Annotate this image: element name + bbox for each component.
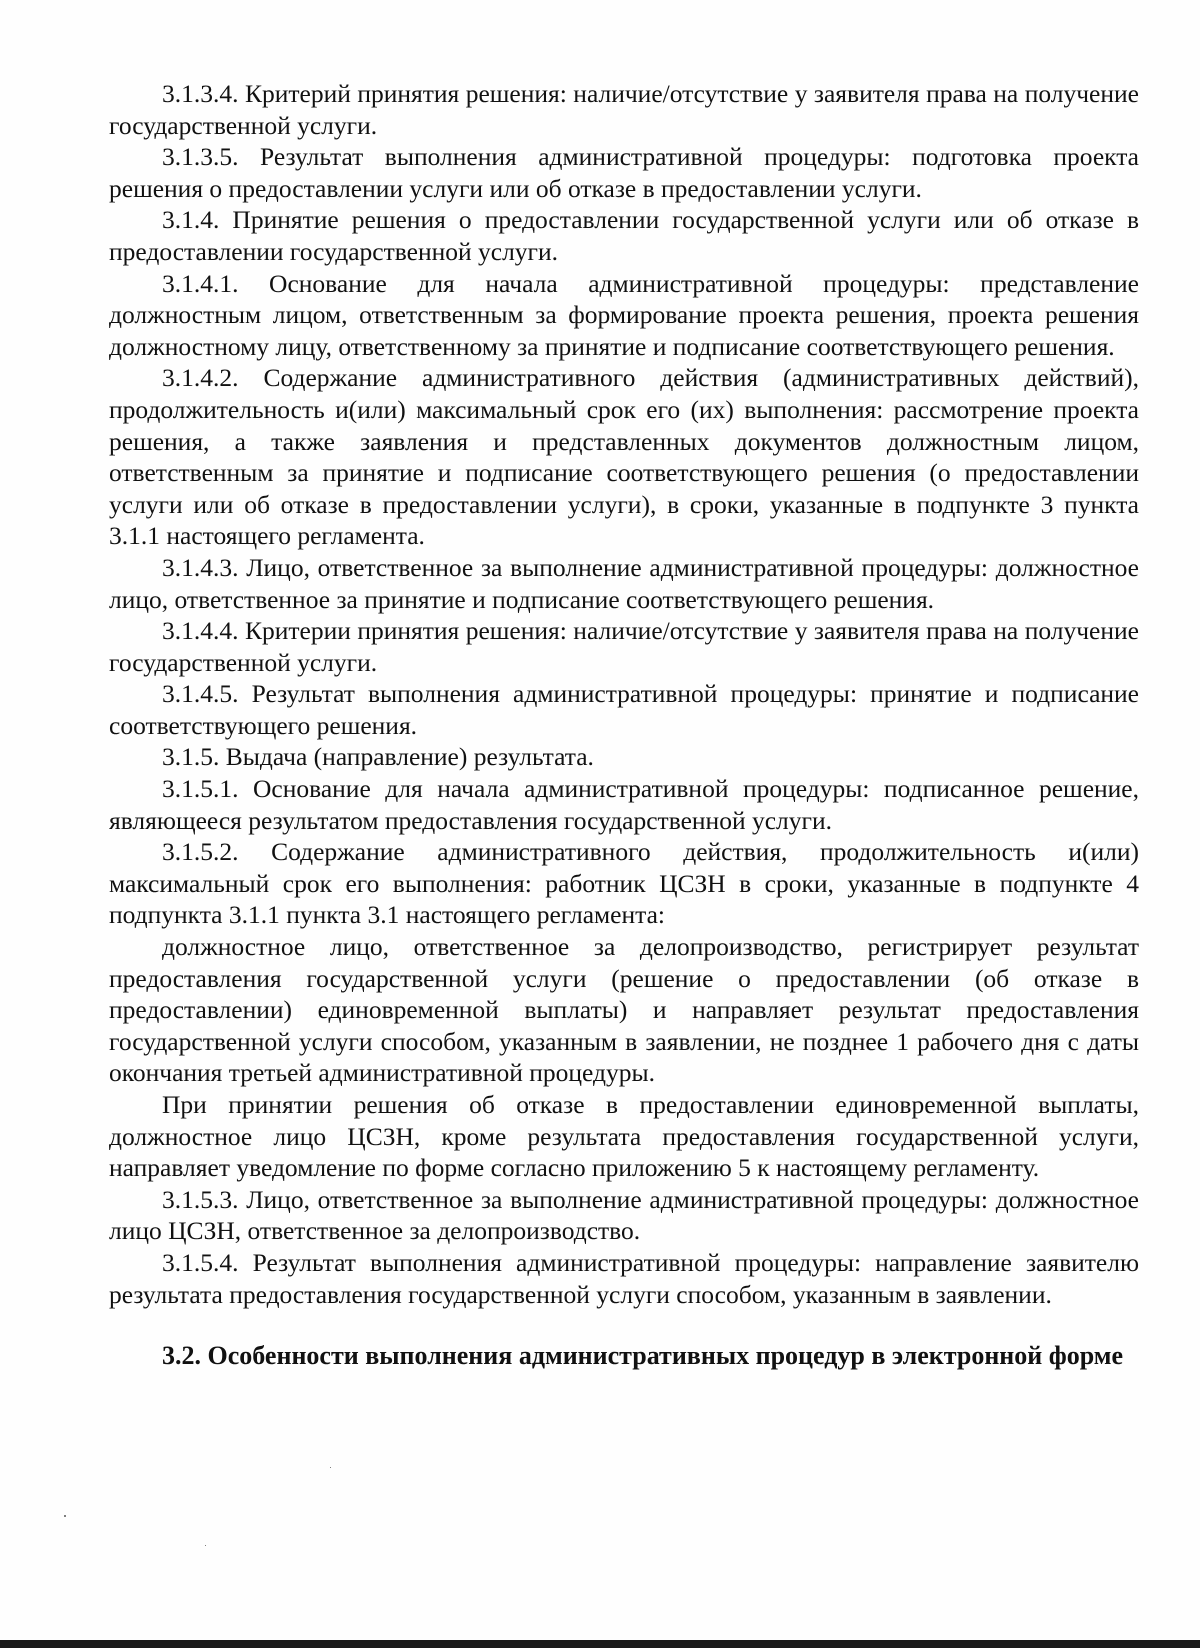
paragraph-3-1-5-1: 3.1.5.1. Основание для начала административной процедуры: подписанное решение, являющееся результатом предоставления государственной услуги. <box>109 774 1139 835</box>
paragraph-3-1-5-4: 3.1.5.4. Результат выполнения административной процедуры: направление заявителю результата предоставления государственной услуги способом, указанным в заявлении. <box>109 1247 1139 1309</box>
paragraph-3-1-3-4: 3.1.3.4. Критерий принятия решения: наличие/отсутствие у заявителя права на получение государственной услуги. <box>109 79 1139 140</box>
scan-bottom-edge <box>0 1640 1200 1648</box>
scan-speck <box>205 1545 206 1546</box>
paragraph-registration: должностное лицо, ответственное за делопроизводство, регистрирует результат предоставления государственной услуги (решение о предоставлении (об отказе в предоставлении) единовременной выплаты) и направляет результат предоставления государственной услуги способом, указанным в заявлении, не позднее 1 рабочего дня с даты окончания третьей административной процедуры. <box>109 932 1139 1088</box>
paragraph-3-1-3-5: 3.1.3.5. Результат выполнения административной процедуры: подготовка проекта решения о предоставлении услуги или об отказе в предоставлении услуги. <box>109 142 1139 203</box>
paragraph-refusal-notice: При принятии решения об отказе в предоставлении единовременной выплаты, должностное лицо ЦСЗН, кроме результата предоставления государственной услуги, направляет уведомление по форме согласно приложению 5 к настоящему регламенту. <box>109 1090 1139 1183</box>
paragraph-3-1-4-5: 3.1.4.5. Результат выполнения административной процедуры: принятие и подписание соответствующего решения. <box>109 679 1139 740</box>
paragraph-3-1-5-2: 3.1.5.2. Содержание административного действия, продолжительность и(или) максимальный срок его выполнения: работник ЦСЗН в сроки, указанные в подпункте 4 подпункта 3.1.1 пункта 3.1 настоящего регламента: <box>109 837 1139 930</box>
paragraph-3-1-4: 3.1.4. Принятие решения о предоставлении государственной услуги или об отказе в предоставлении государственной услуги. <box>109 205 1139 266</box>
paragraph-3-1-4-3: 3.1.4.3. Лицо, ответственное за выполнение административной процедуры: должностное лицо, ответственное за принятие и подписание соответствующего решения. <box>109 552 1139 614</box>
paragraph-3-1-5-3: 3.1.5.3. Лицо, ответственное за выполнение административной процедуры: должностное лицо ЦСЗН, ответственное за делопроизводство. <box>109 1184 1139 1246</box>
scan-speck <box>330 1467 331 1468</box>
paragraph-3-1-4-1: 3.1.4.1. Основание для начала административной процедуры: представление должностным лицом, ответственным за формирование проекта решения, проекта решения должностному лицу, ответственному за принятие и подписание соответствующего решения. <box>109 268 1139 361</box>
scan-speck <box>64 1515 66 1517</box>
paragraph-3-1-4-2: 3.1.4.2. Содержание административного действия (административных действий), продолжительность и(или) максимальный срок его (их) выполнения: рассмотрение проекта решения, а также заявления и представленных документов должностным лицом, ответственным за принятие и подписание соответствующего решения (о предоставлении услуги или об отказе в предоставлении услуги), в сроки, указанные в подпункте 3 пункта 3.1.1 настоящего регламента. <box>109 363 1139 551</box>
paragraph-3-1-4-4: 3.1.4.4. Критерии принятия решения: наличие/отсутствие у заявителя права на получение государственной услуги. <box>109 616 1139 677</box>
document-body <box>109 78 1139 1372</box>
section-heading-3-2: 3.2. Особенности выполнения административных процедур в электронной форме <box>162 1341 1124 1371</box>
paragraph-3-1-5: 3.1.5. Выдача (направление) результата. <box>162 742 594 772</box>
